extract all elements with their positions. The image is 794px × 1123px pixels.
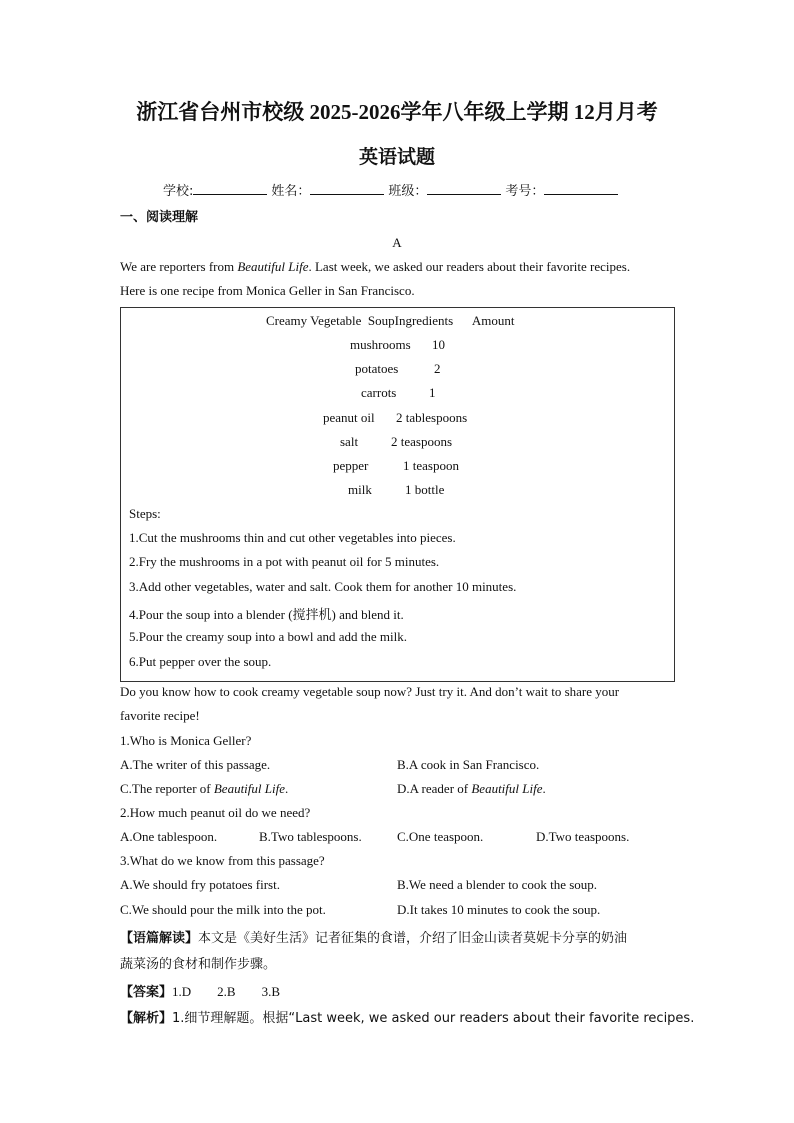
page-subtitle: 英语试题 — [358, 147, 435, 168]
ingredient-amount: 2 tablespoons — [396, 410, 468, 425]
ingredient-amount: 1 teaspoon — [403, 458, 459, 473]
explanation-label: 【解析】 — [120, 1011, 173, 1026]
question-stem: 3.What do we know from this passage? — [120, 853, 325, 868]
ingredient-name: milk — [348, 482, 372, 497]
intro-line-2: Here is one recipe from Monica Geller in San Francisco. — [120, 283, 415, 298]
class-label: 班级： — [388, 184, 428, 199]
ingredient-amount: 1 bottle — [405, 482, 445, 497]
ingredient-name: salt — [340, 434, 359, 449]
answer-item: 2.B — [217, 984, 236, 999]
closing-line-2: favorite recipe! — [120, 708, 200, 723]
option-d: D.It takes 10 minutes to cook the soup. — [397, 902, 601, 917]
answer-row — [120, 981, 280, 1000]
recipe-step: 3.Add other vegetables, water and salt. Cook them for another 10 minutes. — [129, 579, 517, 594]
analysis-line-2: 蔬菜汤的食材和制作步骤。 — [120, 957, 277, 972]
analysis-line-1: 【语篇解读】本文是《美好生活》记者征集的食谱，介绍了旧金山读者莫妮卡分享的奶油 — [120, 931, 628, 946]
question-stem: 2.How much peanut oil do we need? — [120, 805, 311, 820]
steps-label: Steps: — [129, 506, 161, 521]
ingredient-name: pepper — [333, 458, 369, 473]
ingredient-amount: 2 teaspoons — [391, 434, 453, 449]
answer-item: 3.B — [261, 984, 280, 999]
recipe-step: 2.Fry the mushrooms in a pot with peanut oil for 5 minutes. — [129, 554, 440, 569]
section-title: 一、阅读理解 — [120, 210, 199, 225]
number-blank[interactable] — [544, 182, 618, 195]
option-a: A.The writer of this passage. — [120, 757, 271, 772]
name-blank[interactable] — [310, 182, 384, 195]
ingredient-name: carrots — [361, 385, 397, 400]
closing-line-1: Do you know how to cook creamy vegetable soup now? Just try it. And don’t wait to share your — [120, 684, 620, 699]
school-blank[interactable] — [193, 182, 267, 195]
option-c: C.The reporter of Beautiful Life. — [120, 781, 289, 796]
option-b: B.A cook in San Francisco. — [397, 757, 540, 772]
name-label: 姓名： — [271, 184, 311, 199]
explanation-line: 【解析】1.细节理解题。根据“Last week, we asked our readers about their favorite recipes. — [120, 1011, 695, 1026]
recipe-step: 4.Pour the soup into a blender (搅拌机) and blend it. — [129, 607, 404, 622]
recipe-step: 1.Cut the mushrooms thin and cut other vegetables into pieces. — [129, 530, 456, 545]
passage-label: A — [392, 235, 402, 250]
option-a: A.One tablespoon. — [120, 829, 218, 844]
option-b: B.Two tablespoons. — [259, 829, 362, 844]
recipe-header: Creamy Vegetable SoupIngredients Amount — [266, 313, 515, 328]
option-d: D.Two teaspoons. — [536, 829, 630, 844]
ingredient-amount: 2 — [434, 361, 441, 376]
student-info-row — [163, 180, 622, 199]
answer-label: 【答案】 — [120, 985, 173, 1000]
ingredient-name: mushrooms — [350, 337, 411, 352]
option-c: C.One teaspoon. — [397, 829, 484, 844]
question-stem: 1.Who is Monica Geller? — [120, 733, 252, 748]
ingredient-amount: 10 — [432, 337, 445, 352]
school-label: 学校: — [163, 184, 194, 199]
option-a: A.We should fry potatoes first. — [120, 877, 280, 892]
ingredient-name: peanut oil — [323, 410, 375, 425]
magazine-name: Beautiful Life — [237, 259, 309, 274]
answer-item: 1.D — [172, 984, 192, 999]
option-b: B.We need a blender to cook the soup. — [397, 877, 598, 892]
ingredient-name: potatoes — [355, 361, 399, 376]
recipe-step: 6.Put pepper over the soup. — [129, 654, 272, 669]
analysis-label: 【语篇解读】 — [120, 931, 199, 946]
recipe-step: 5.Pour the creamy soup into a bowl and add the milk. — [129, 629, 408, 644]
intro-line-1: We are reporters from Beautiful Life. Last week, we asked our readers about their favorite recipes. — [120, 259, 631, 274]
number-label: 考号： — [505, 184, 545, 199]
recipe-box — [120, 307, 675, 682]
option-d: D.A reader of Beautiful Life. — [397, 781, 546, 796]
option-c: C.We should pour the milk into the pot. — [120, 902, 326, 917]
class-blank[interactable] — [427, 182, 501, 195]
ingredient-amount: 1 — [429, 385, 436, 400]
page-title: 浙江省台州市校级 2025-2026学年八年级上学期 12月月考 — [136, 100, 658, 124]
